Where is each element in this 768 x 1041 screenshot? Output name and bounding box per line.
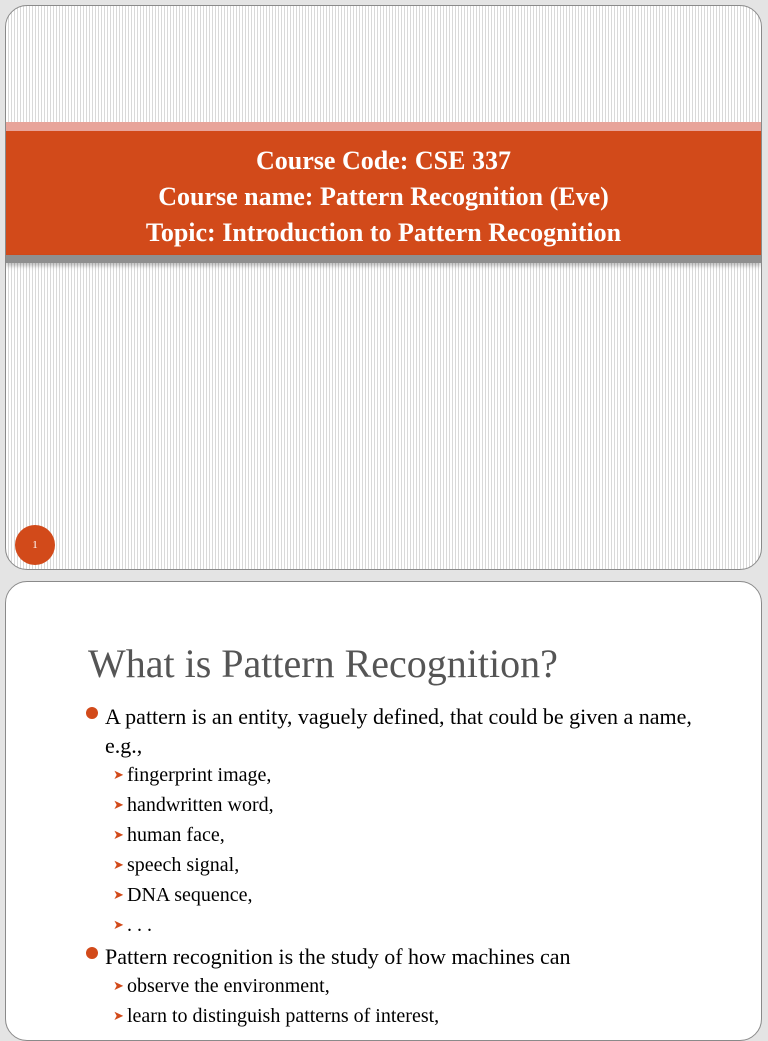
sub-bullet-item — [85, 880, 725, 910]
arrow-bullet-icon: ➤ — [113, 917, 124, 932]
bullet-text: A pattern is an entity, vaguely defined, that could be given a name, e.g., — [105, 704, 692, 758]
bullet-text: Pattern recognition is the study of how machines can — [105, 944, 571, 969]
arrow-bullet-icon: ➤ — [113, 857, 124, 872]
course-name: Course name: Pattern Recognition (Eve) — [158, 182, 609, 211]
arrow-bullet-icon: ➤ — [113, 767, 124, 782]
sub-bullet-item — [85, 850, 725, 880]
bullet-item — [85, 942, 725, 971]
topic: Topic: Introduction to Pattern Recognition — [145, 218, 622, 247]
arrow-bullet-icon: ➤ — [113, 887, 124, 902]
title-accent-strip — [6, 122, 761, 131]
title-shadow-strip — [6, 255, 761, 263]
slide-1 — [5, 5, 762, 570]
sub-bullet-item — [85, 1001, 725, 1031]
sub-bullet-text: observe the environment, — [127, 975, 330, 997]
arrow-bullet-icon: ➤ — [113, 1008, 124, 1023]
sub-bullet-item — [85, 910, 725, 940]
sub-bullet-item — [85, 760, 725, 790]
bullet-item — [85, 702, 725, 760]
slide-title: What is Pattern Recognition? — [88, 641, 558, 686]
sub-bullet-text: learn to distinguish patterns of interest, — [127, 1005, 440, 1027]
title-band — [6, 131, 761, 255]
sub-bullet-item — [85, 790, 725, 820]
sub-bullet-text: human face, — [127, 824, 225, 846]
sub-bullet-text: DNA sequence, — [127, 884, 253, 906]
sub-bullet-text: handwritten word, — [127, 794, 274, 816]
sub-bullet-text: . . . — [127, 914, 152, 936]
sub-bullet-text: fingerprint image, — [127, 764, 272, 786]
bullet-list — [85, 702, 725, 1031]
sub-bullet-item — [85, 820, 725, 850]
course-code: Course Code: CSE 337 — [256, 146, 511, 175]
sub-bullet-item — [85, 971, 725, 1001]
arrow-bullet-icon: ➤ — [113, 978, 124, 993]
slide-2 — [5, 581, 762, 1041]
circle-bullet-icon — [86, 947, 98, 959]
arrow-bullet-icon: ➤ — [113, 797, 124, 812]
slide-number-badge: 1 — [15, 525, 55, 565]
circle-bullet-icon — [86, 707, 98, 719]
sub-bullet-text: speech signal, — [127, 854, 240, 876]
arrow-bullet-icon: ➤ — [113, 827, 124, 842]
